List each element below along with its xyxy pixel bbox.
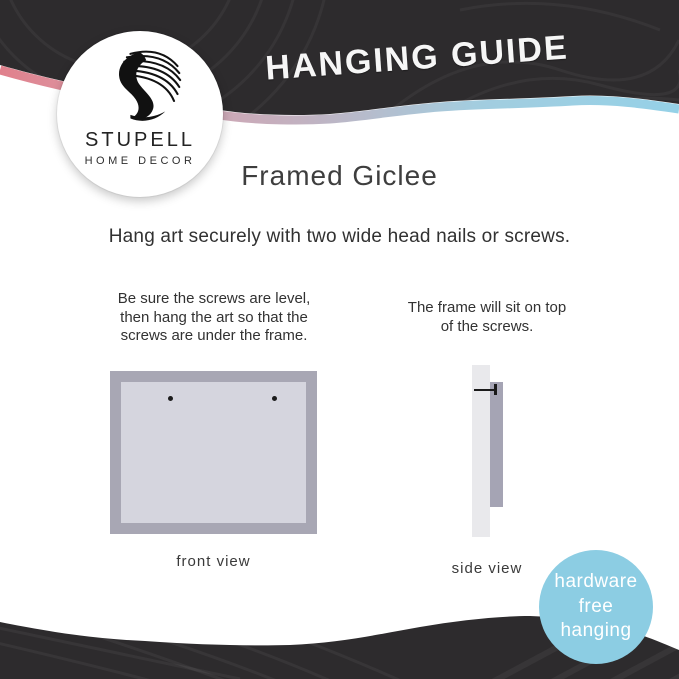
screw-dot-right: [272, 396, 277, 401]
side-tip-line-2: of the screws.: [440, 318, 534, 335]
front-tip-line-3: screws are under the frame.: [120, 327, 308, 344]
front-view-tip: [64, 290, 364, 346]
side-tip-line-1: The frame will sit on top: [407, 299, 567, 316]
nail-head-icon: [494, 384, 497, 395]
brand-logo-badge: [57, 31, 223, 197]
badge-line-1: hardware: [554, 571, 638, 593]
intro-sentence: Hang art securely with two wide head nails or screws.: [108, 226, 571, 247]
badge-line-2: free: [578, 595, 614, 617]
screw-dot-left: [168, 396, 173, 401]
brand-name: STUPELL: [85, 129, 195, 151]
side-view-tip: [357, 298, 617, 336]
front-tip-line-1: Be sure the screws are level,: [117, 290, 311, 307]
side-view-frame-back: [490, 382, 503, 507]
brand-tagline: HOME DECOR: [84, 155, 196, 167]
front-tip-line-2: then hang the art so that the: [120, 308, 308, 326]
hardware-free-badge: [539, 550, 653, 664]
banner-title: HANGING GUIDE: [264, 27, 570, 88]
product-type-heading: Framed Giclee: [241, 160, 438, 191]
front-view-frame-illustration: [110, 371, 317, 534]
front-view-art-area: [121, 382, 306, 523]
side-view-caption: side view: [451, 560, 523, 577]
nail-icon: [474, 389, 496, 391]
badge-line-3: hanging: [560, 620, 632, 642]
front-view-caption: front view: [176, 553, 251, 570]
stupell-s-icon: [92, 41, 188, 133]
